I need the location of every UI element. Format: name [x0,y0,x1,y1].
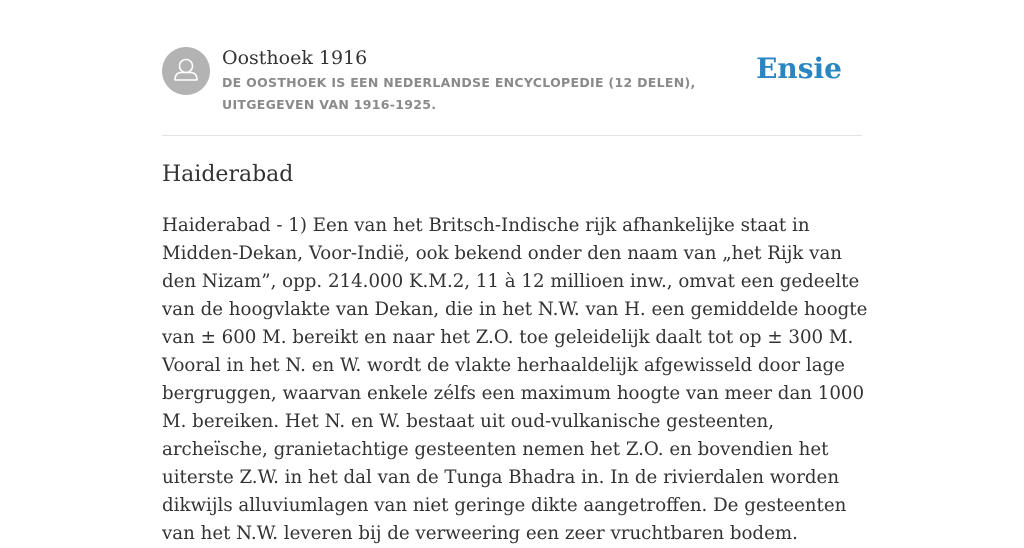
article-body: Haiderabad - 1) Een van het Britsch-Indische rijk afhankelijke staat in Midden-Dekan, Voor-Indië, ook bekend onder den naam van „het Rijk van den Nizam”, opp. 214.000 K.M.2, 11 à 12 millioen inw., omvat een gedeelte van de hoogvlakte van Dekan, die in het N.W. van H. een gemiddelde hoogte van ± 600 M. bereikt en naar het Z.O. toe geleidelijk daalt tot op ± 300 M. Vooral in het N. en W. wordt de vlakte herhaaldelijk afgewisseld door lage bergruggen, waarvan enkele zélfs een maximum hoogte van meer dan 1000 M. bereiken. Het N. en W. bestaat uit oud-vulkanische gesteenten, archeïsche, granietachtige gesteenten nemen het Z.O. en bovendien het uiterste Z.W. in het dal van de Tunga Bhadra in. In de rivierdalen worden dikwijls alluviumlagen van niet geringe dikte aangetroffen. De gesteenten van het N.W. leveren bij de verweering een zeer vruchtbaren bodem. [162,215,868,544]
source-description: DE OOSTHOEK IS EEN NEDERLANDSE ENCYCLOPEDIE (12 DELEN), UITGEGEVEN VAN 1916-1925. [222,75,696,112]
source-title[interactable]: Oosthoek 1916 [222,47,368,69]
brand-logo[interactable]: Ensie [756,52,842,85]
header-divider [162,135,862,136]
source-header [162,44,862,118]
article-title: Haiderabad [162,162,294,187]
user-avatar-icon[interactable] [162,47,210,95]
